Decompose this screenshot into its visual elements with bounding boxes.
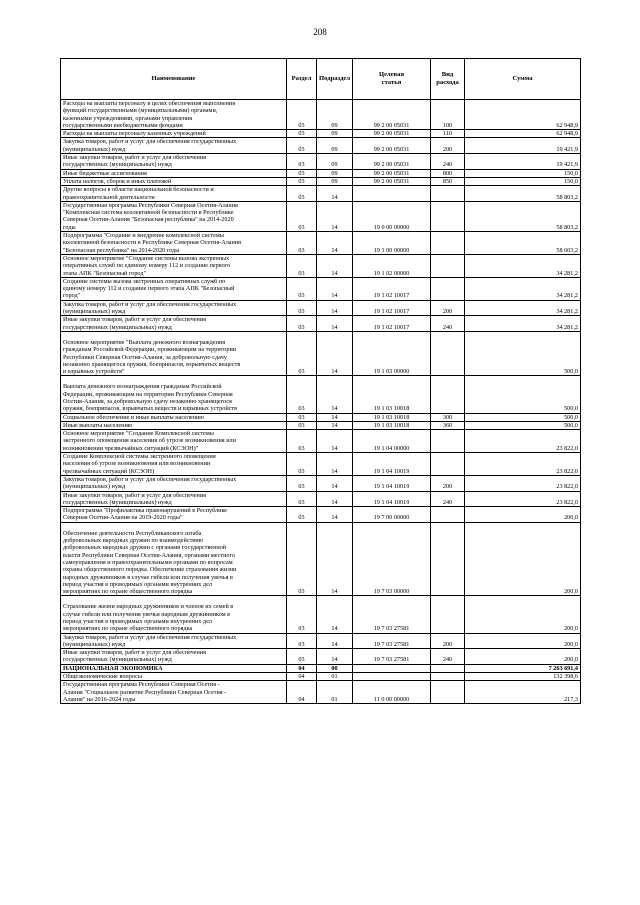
row-expense-type: 240 [431,491,465,507]
row-target-article [353,664,431,672]
row-name: Создание Комплексной системы экстренного оповещения населения об угрозе возникновения или возникновении чрезвычайных ситуаций (КСЭОН) [61,453,287,476]
table-row [61,522,581,596]
table-row [61,664,581,672]
row-podrazdel: 14 [317,316,353,332]
row-name: Закупка товаров, работ и услуг для обеспечения государственных (муниципальных) нужд [61,475,287,491]
row-podrazdel: 14 [317,491,353,507]
row-podrazdel: 14 [317,421,353,429]
row-razdel: 03 [287,430,317,453]
header-expense-type: Вид расхода [431,59,465,100]
row-expense-type [431,507,465,523]
row-sum: 58 603,2 [465,232,581,255]
row-name: Государственная программа Республики Северная Осетия-Алания "Комплексная система коллективной безопасности в Республике Северная Осетия-Алания "Безопасная республика" на 2014-2020 годы [61,201,287,231]
row-podrazdel: 14 [317,331,353,375]
row-expense-type [431,596,465,633]
row-target-article: 19 1 02 10017 [353,300,431,316]
page-number: 208 [313,27,327,37]
row-target-article: 19 7 03 27581 [353,596,431,633]
row-razdel: 03 [287,633,317,649]
row-name: Иные бюджетные ассигнования [61,169,287,177]
row-razdel: 03 [287,491,317,507]
row-sum: 34 281,2 [465,277,581,300]
row-name: НАЦИОНАЛЬНАЯ ЭКОНОМИКА [61,664,287,672]
row-sum: 200,0 [465,596,581,633]
row-razdel: 04 [287,673,317,681]
row-target-article: 19 7 00 00000 [353,507,431,523]
row-target-article: 19 1 04 10019 [353,491,431,507]
table-row [61,596,581,633]
budget-table [60,58,581,704]
row-razdel: 03 [287,277,317,300]
row-podrazdel: 14 [317,649,353,665]
row-target-article: 19 1 03 00000 [353,331,431,375]
row-name: Иные закупки товаров, работ и услуг для обеспечения государственных (муниципальных) нужд [61,491,287,507]
row-sum: 200,0 [465,633,581,649]
row-target-article [353,673,431,681]
row-target-article: 19 1 02 10017 [353,277,431,300]
row-sum: 34 281,2 [465,300,581,316]
row-razdel: 03 [287,100,317,130]
row-sum: 217,3 [465,681,581,704]
row-podrazdel: 09 [317,100,353,130]
row-target-article: 19 7 03 00000 [353,522,431,596]
row-target-article: 99 2 00 05031 [353,130,431,138]
row-expense-type: 360 [431,421,465,429]
row-name: Расходы на выплаты персоналу в целях обеспечения выполнения функций государственными (муниципальными) органами, казенными учреждениями, органами управления государственными внебюджетными фондами [61,100,287,130]
row-expense-type: 800 [431,169,465,177]
row-target-article: 19 7 03 27581 [353,633,431,649]
row-name: Закупка товаров, работ и услуг для обеспечения государственных (муниципальных) нужд [61,633,287,649]
row-expense-type: 240 [431,649,465,665]
row-sum: 150,0 [465,169,581,177]
row-sum: 34 281,2 [465,316,581,332]
row-name: Расходы на выплаты персоналу казенных учреждений [61,130,287,138]
row-razdel: 03 [287,186,317,202]
row-expense-type [431,186,465,202]
row-sum: 19 421,9 [465,138,581,154]
row-target-article: 19 1 00 00000 [353,232,431,255]
row-target-article: 19 1 03 10018 [353,376,431,413]
row-target-article: 99 2 00 05031 [353,177,431,185]
row-sum: 19 421,9 [465,154,581,170]
row-podrazdel: 09 [317,177,353,185]
table-row [61,633,581,649]
row-target-article: 99 2 00 05031 [353,138,431,154]
row-podrazdel: 14 [317,201,353,231]
row-name: Иные закупки товаров, работ и услуг для обеспечения государственных (муниципальных) нужд [61,649,287,665]
row-razdel: 03 [287,201,317,231]
row-name: Закупка товаров, работ и услуг для обеспечения государственных (муниципальных) нужд [61,300,287,316]
row-podrazdel: 14 [317,453,353,476]
row-sum: 62 948,9 [465,100,581,130]
row-name: Выплата денежного вознаграждения гражданам Российской Федерации, проживающим на территории Республики Северная Осетия-Алания, за добровольную сдачу незаконно хранящегося оружия, боеприпасов, взрывчатых веществ и взрывных устройств [61,376,287,413]
table-row [61,154,581,170]
table-row [61,673,581,681]
row-razdel: 03 [287,522,317,596]
row-target-article: 19 1 04 10019 [353,475,431,491]
row-name: Создание системы вызова экстренных оперативных служб по единому номеру 112 и создание первого этапа АПК "Безопасный город" [61,277,287,300]
row-sum: 500,0 [465,421,581,429]
row-podrazdel: 09 [317,154,353,170]
row-podrazdel: 14 [317,475,353,491]
row-expense-type: 300 [431,413,465,421]
row-expense-type: 200 [431,475,465,491]
row-razdel: 03 [287,413,317,421]
table-row [61,475,581,491]
row-name: Закупка товаров, работ и услуг для обеспечения государственных (муниципальных) нужд [61,138,287,154]
row-target-article: 19 1 04 10019 [353,453,431,476]
row-name: Иные закупки товаров, работ и услуг для обеспечения государственных (муниципальных) нужд [61,154,287,170]
row-sum: 200,0 [465,522,581,596]
row-expense-type: 240 [431,316,465,332]
row-expense-type: 100 [431,100,465,130]
row-sum: 58 803,2 [465,186,581,202]
table-row [61,300,581,316]
table-header-row [61,59,581,100]
row-target-article: 99 2 00 05031 [353,100,431,130]
row-expense-type [431,430,465,453]
row-target-article: 19 7 03 27581 [353,649,431,665]
row-name: Подпрограмма "Профилактика правонарушений в Республике Северная Осетия-Алания на 2019-2020 годы" [61,507,287,523]
row-target-article: 19 1 02 00000 [353,254,431,277]
row-name: Другие вопросы в области национальной безопасности и правоохранительной деятельности [61,186,287,202]
row-name: Государственная программа Республики Северная Осетия - Алания "Социальное развитие Республики Северная Осетия - Алания" на 2016-2024 годы [61,681,287,704]
row-expense-type [431,376,465,413]
table-row [61,130,581,138]
row-podrazdel: 00 [317,664,353,672]
row-expense-type [431,232,465,255]
row-expense-type [431,254,465,277]
row-target-article: 99 2 00 05031 [353,154,431,170]
row-expense-type: 200 [431,300,465,316]
row-expense-type: 200 [431,633,465,649]
row-expense-type [431,331,465,375]
row-name: Обеспечение деятельности Республиканского штаба добровольных народных дружин по взаимодействию добровольных народных дружин с органами государственной власти Республики Северная Осетия-Алания, органами местного самоуправления и правоохранительными органами по вопросам охраны общественного порядка. Обеспечение страхования жизни народных дружинников в случае гибели или получения увечья в период участия в проводимых органами внутренних дел мероприятиях по охране общественного порядка [61,522,287,596]
row-sum: 23 822,0 [465,475,581,491]
table-row [61,169,581,177]
row-razdel: 03 [287,232,317,255]
row-podrazdel: 14 [317,596,353,633]
row-razdel: 03 [287,177,317,185]
row-name: Уплата налогов, сборов и иных платежей [61,177,287,185]
row-name: Страхование жизни народных дружинников и членов их семей в случае гибели или получения увечья народным дружинником в период участия в проводимых органами внутренних дел мероприятиях по охране общественного порядка [61,596,287,633]
row-sum: 150,0 [465,177,581,185]
row-sum: 62 948,9 [465,130,581,138]
table-row [61,681,581,704]
table-row [61,138,581,154]
row-podrazdel: 09 [317,169,353,177]
row-expense-type [431,522,465,596]
row-razdel: 03 [287,316,317,332]
row-razdel: 03 [287,596,317,633]
row-podrazdel: 14 [317,413,353,421]
row-podrazdel: 14 [317,232,353,255]
table-row [61,277,581,300]
table-row [61,430,581,453]
row-razdel: 03 [287,300,317,316]
header-target-article: Целевая статья [353,59,431,100]
row-razdel: 03 [287,130,317,138]
table-row [61,413,581,421]
row-podrazdel: 14 [317,633,353,649]
row-razdel: 03 [287,507,317,523]
table-row [61,177,581,185]
row-target-article: 19 1 03 10018 [353,421,431,429]
row-razdel: 04 [287,681,317,704]
row-podrazdel: 01 [317,673,353,681]
table-row [61,316,581,332]
row-sum: 500,0 [465,413,581,421]
row-name: Основное мероприятие "Создание системы вызова экстренных оперативных служб по единому номеру 112 и создание первого этапа АПК "Безопасный город" [61,254,287,277]
row-razdel: 03 [287,138,317,154]
row-name: Основное мероприятие "Выплата денежного вознаграждения гражданам Российской Федерации, проживающим на территории Республики Северная Осетия-Алания, за добровольную сдачу незаконно хранящегося оружия, боеприпасов, взрывчатых веществ и взрывных устройств" [61,331,287,375]
table-row [61,507,581,523]
table-row [61,100,581,130]
row-razdel: 03 [287,649,317,665]
row-name: Иные закупки товаров, работ и услуг для обеспечения государственных (муниципальных) нужд [61,316,287,332]
row-razdel: 04 [287,664,317,672]
row-target-article: 99 2 00 05031 [353,169,431,177]
table-row [61,453,581,476]
row-podrazdel: 01 [317,681,353,704]
row-expense-type: 240 [431,154,465,170]
header-podrazdel: Подраздел [317,59,353,100]
row-razdel: 03 [287,475,317,491]
row-razdel: 03 [287,169,317,177]
row-podrazdel: 14 [317,254,353,277]
table-row [61,186,581,202]
row-name: Основное мероприятие "Создание Комплексной системы экстренного оповещения населения об угрозе возникновения или возникновении чрезвычайных ситуаций (КСЭОН)" [61,430,287,453]
header-name: Наименование [61,59,287,100]
row-podrazdel: 14 [317,522,353,596]
table-row [61,376,581,413]
row-razdel: 03 [287,376,317,413]
row-name: Социальное обеспечение и иные выплаты населению [61,413,287,421]
row-target-article: 19 1 02 10017 [353,316,431,332]
row-sum: 58 803,2 [465,201,581,231]
row-sum: 23 822,0 [465,491,581,507]
row-razdel: 03 [287,254,317,277]
row-target-article: 19 0 00 00000 [353,201,431,231]
row-razdel: 03 [287,331,317,375]
row-target-article: 19 1 04 00000 [353,430,431,453]
row-expense-type [431,453,465,476]
row-target-article: 19 1 03 10018 [353,413,431,421]
row-target-article [353,186,431,202]
row-sum: 200,0 [465,649,581,665]
row-podrazdel: 14 [317,507,353,523]
table-row [61,331,581,375]
row-expense-type [431,681,465,704]
row-sum: 34 281,2 [465,254,581,277]
row-podrazdel: 14 [317,430,353,453]
row-razdel: 03 [287,154,317,170]
row-sum: 500,0 [465,331,581,375]
row-expense-type: 200 [431,138,465,154]
table-row [61,649,581,665]
table-row [61,254,581,277]
row-sum: 200,0 [465,507,581,523]
row-sum: 132 398,6 [465,673,581,681]
table-row [61,201,581,231]
row-podrazdel: 14 [317,277,353,300]
row-target-article: 11 0 00 00000 [353,681,431,704]
row-razdel: 03 [287,421,317,429]
row-sum: 7 263 691,4 [465,664,581,672]
row-expense-type [431,201,465,231]
table-row [61,421,581,429]
row-podrazdel: 09 [317,130,353,138]
header-razdel: Раздел [287,59,317,100]
row-razdel: 03 [287,453,317,476]
row-expense-type: 110 [431,130,465,138]
header-sum: Сумма [465,59,581,100]
row-sum: 23 822,0 [465,430,581,453]
table-row [61,491,581,507]
row-sum: 500,0 [465,376,581,413]
row-podrazdel: 14 [317,186,353,202]
row-name: Общеэкономические вопросы [61,673,287,681]
row-expense-type: 850 [431,177,465,185]
row-expense-type [431,673,465,681]
row-name: Подпрограмма "Создание и внедрение комплексной системы коллективной безопасности в Республике Северная Осетия-Алания "Безопасная республика" на 2014-2020 годы [61,232,287,255]
row-expense-type [431,664,465,672]
table-row [61,232,581,255]
row-name: Иные выплаты населению [61,421,287,429]
row-podrazdel: 09 [317,138,353,154]
row-sum: 23 822,0 [465,453,581,476]
row-podrazdel: 14 [317,300,353,316]
row-expense-type [431,277,465,300]
row-podrazdel: 14 [317,376,353,413]
